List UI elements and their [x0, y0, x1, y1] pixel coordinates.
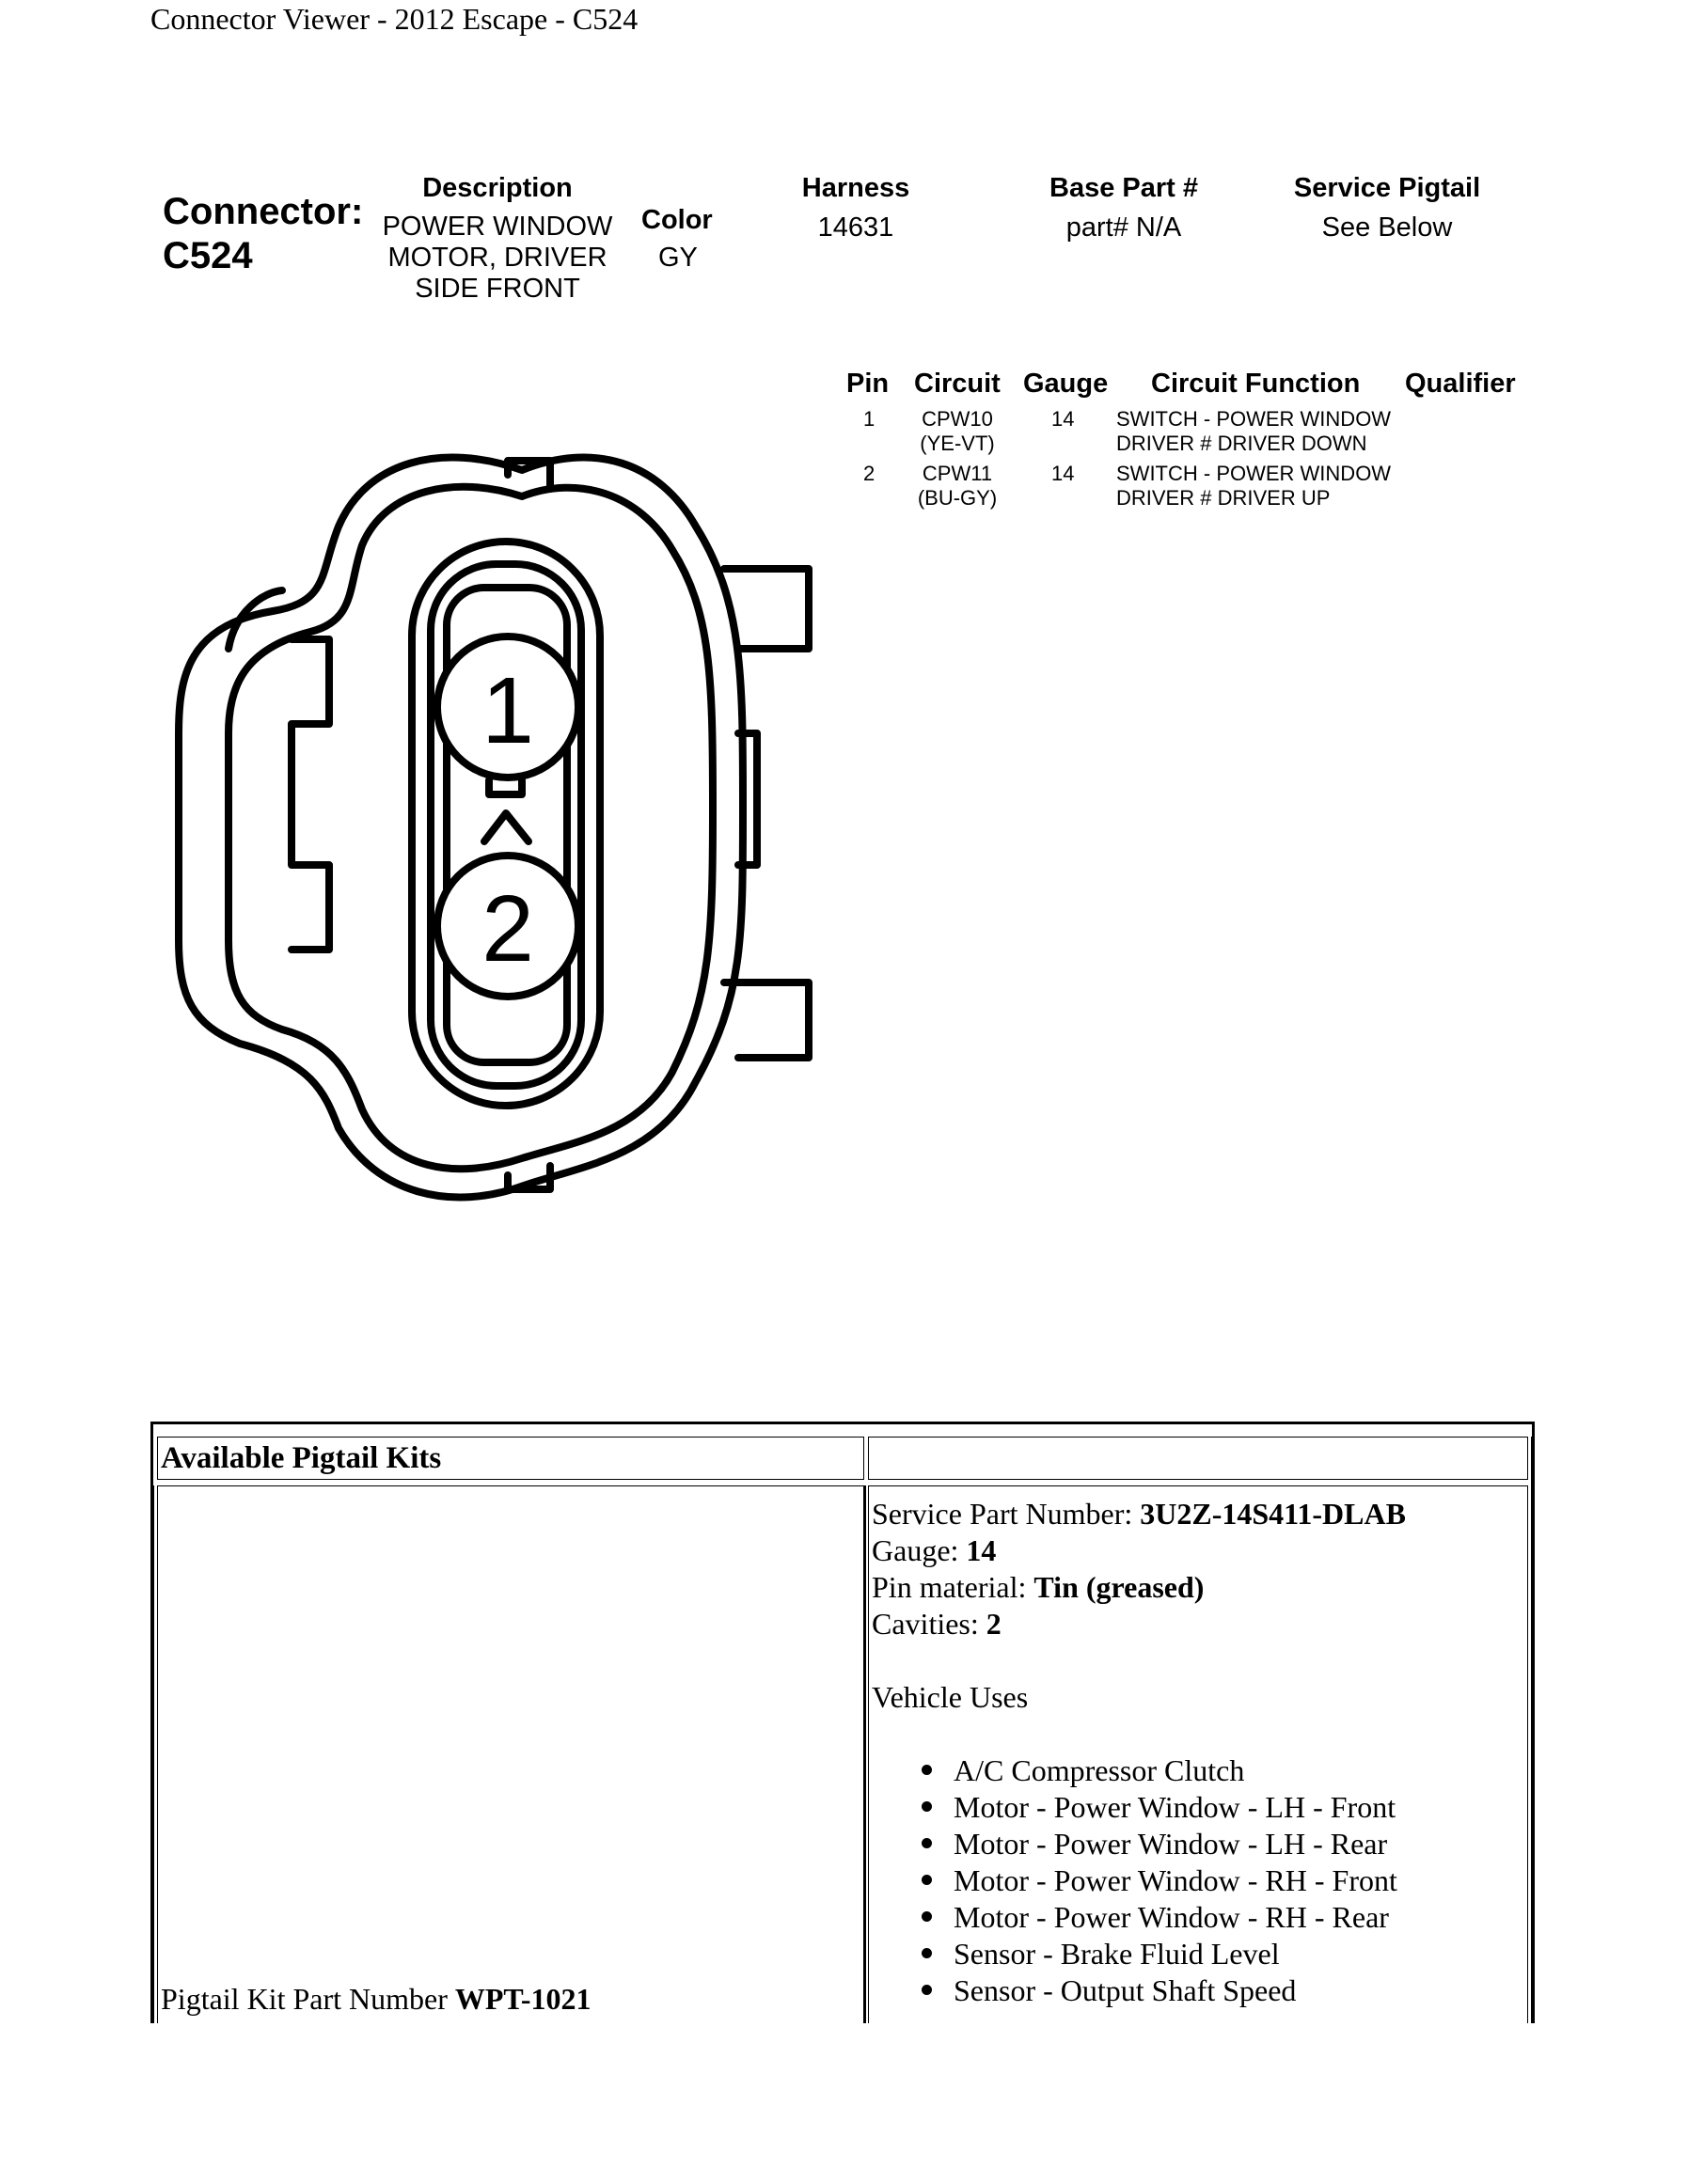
pin-gauge: 14 [1051, 407, 1075, 431]
description-line: MOTOR, DRIVER [387, 243, 607, 273]
function-line: DRIVER # DRIVER DOWN [1116, 432, 1367, 455]
left-latch [229, 590, 282, 649]
gauge-label: Gauge: [872, 1533, 967, 1567]
description-line: POWER WINDOW [382, 212, 613, 242]
bullet-icon [922, 1765, 932, 1775]
vehicle-use-item [954, 1789, 1406, 1826]
vehicle-use-item [954, 1899, 1406, 1936]
pigtail-kit-value: WPT-1021 [454, 1982, 592, 2016]
pin-table-header-pin: Pin [846, 369, 890, 399]
pin-key-triangle [484, 813, 528, 841]
pin-material-value: Tin (greased) [1033, 1570, 1205, 1604]
service-part-label: Service Part Number: [872, 1497, 1141, 1531]
color-header: Color [641, 205, 713, 235]
cavities-value: 2 [986, 1607, 1002, 1641]
page-title: Connector Viewer - 2012 Escape - C524 [150, 2, 639, 36]
table-divider [1531, 1437, 1533, 2023]
cavities-label: Cavities: [872, 1607, 986, 1641]
vehicle-use-item [954, 1826, 1406, 1862]
function-line: DRIVER # DRIVER UP [1116, 486, 1331, 510]
vehicle-use-text: Motor - Power Window - LH - Rear [954, 1827, 1388, 1861]
vehicle-use-text: Sensor - Output Shaft Speed [954, 1973, 1297, 2007]
left-latch [292, 639, 329, 950]
vehicle-use-text: A/C Compressor Clutch [954, 1753, 1245, 1787]
pin-table-header-gauge: Gauge [1023, 369, 1109, 399]
vehicle-use-text: Motor - Power Window - RH - Rear [954, 1900, 1389, 1934]
bullet-icon [922, 1948, 932, 1958]
base-part-value: part# N/A [1065, 212, 1182, 243]
bullet-icon [922, 1801, 932, 1812]
vehicle-use-text: Sensor - Brake Fluid Level [954, 1937, 1280, 1971]
pin-gauge: 14 [1051, 462, 1075, 485]
connector-outer-shell [179, 458, 743, 1198]
pigtail-header: Available Pigtail Kits [161, 1441, 442, 1475]
pin-table-header-function: Circuit Function [1151, 369, 1361, 399]
pigtail-details-cell [868, 1485, 1528, 2023]
harness-header: Harness [801, 173, 910, 203]
bullet-icon [922, 1875, 932, 1885]
service-pigtail-value: See Below [1321, 212, 1453, 243]
circuit-code: CPW10 [922, 407, 993, 431]
pin-material-line [872, 1569, 1406, 1606]
service-part-value: 3U2Z-14S411-DLAB [1140, 1497, 1406, 1531]
function-line: SWITCH - POWER WINDOW [1116, 407, 1392, 431]
connector-label: Connector: [163, 191, 364, 232]
vehicle-use-item [954, 1972, 1406, 2009]
function-line: SWITCH - POWER WINDOW [1116, 462, 1392, 485]
pigtail-kit-label: Pigtail Kit Part Number [161, 1982, 455, 2016]
pigtail-header-empty-cell [868, 1437, 1528, 1480]
pin-table-header-qualifier: Qualifier [1405, 369, 1516, 399]
pin-number: 2 [863, 462, 876, 485]
bullet-icon [922, 1985, 932, 1995]
color-value: GY [658, 243, 698, 273]
vehicle-use-item [954, 1936, 1406, 1972]
right-tab-bottom [724, 982, 809, 1058]
pin-2-label: 2 [481, 876, 534, 982]
pigtail-details [872, 1496, 1406, 2009]
connector-id: C524 [163, 235, 253, 276]
description-header: Description [422, 173, 573, 203]
vehicle-use-item [954, 1862, 1406, 1899]
circuit-code: CPW11 [922, 462, 993, 485]
bullet-icon [922, 1911, 932, 1922]
pin-number: 1 [863, 407, 876, 431]
description-line: SIDE FRONT [415, 274, 580, 304]
pin-material-label: Pin material: [872, 1570, 1034, 1604]
table-divider [864, 1485, 866, 2023]
vehicle-use-text: Motor - Power Window - RH - Front [954, 1863, 1397, 1897]
base-part-header: Base Part # [1049, 173, 1198, 203]
vehicle-uses-label: Vehicle Uses [872, 1680, 1029, 1714]
table-divider [152, 1485, 154, 2023]
harness-value: 14631 [817, 212, 894, 243]
pigtail-kit-number [161, 1981, 591, 2018]
circuit-color: (BU-GY) [917, 486, 998, 510]
cavities-line [872, 1606, 1406, 1642]
circuit-color: (YE-VT) [920, 432, 995, 455]
vehicle-use-text: Motor - Power Window - LH - Front [954, 1790, 1396, 1824]
vehicle-use-item [954, 1752, 1406, 1789]
pin-table-header-circuit: Circuit [914, 369, 1001, 399]
service-part-number [872, 1496, 1406, 1532]
cavity-frame-outer [412, 542, 600, 1106]
pin-divider [489, 780, 522, 794]
bullet-icon [922, 1838, 932, 1848]
pin-1-label: 1 [481, 658, 534, 763]
gauge-value: 14 [966, 1533, 997, 1567]
service-pigtail-header: Service Pigtail [1293, 173, 1481, 203]
gauge-line [872, 1532, 1406, 1569]
vehicle-uses-list [954, 1752, 1406, 2009]
pigtail-kit-cell [157, 1485, 864, 2023]
pigtail-header-cell [157, 1437, 864, 1480]
